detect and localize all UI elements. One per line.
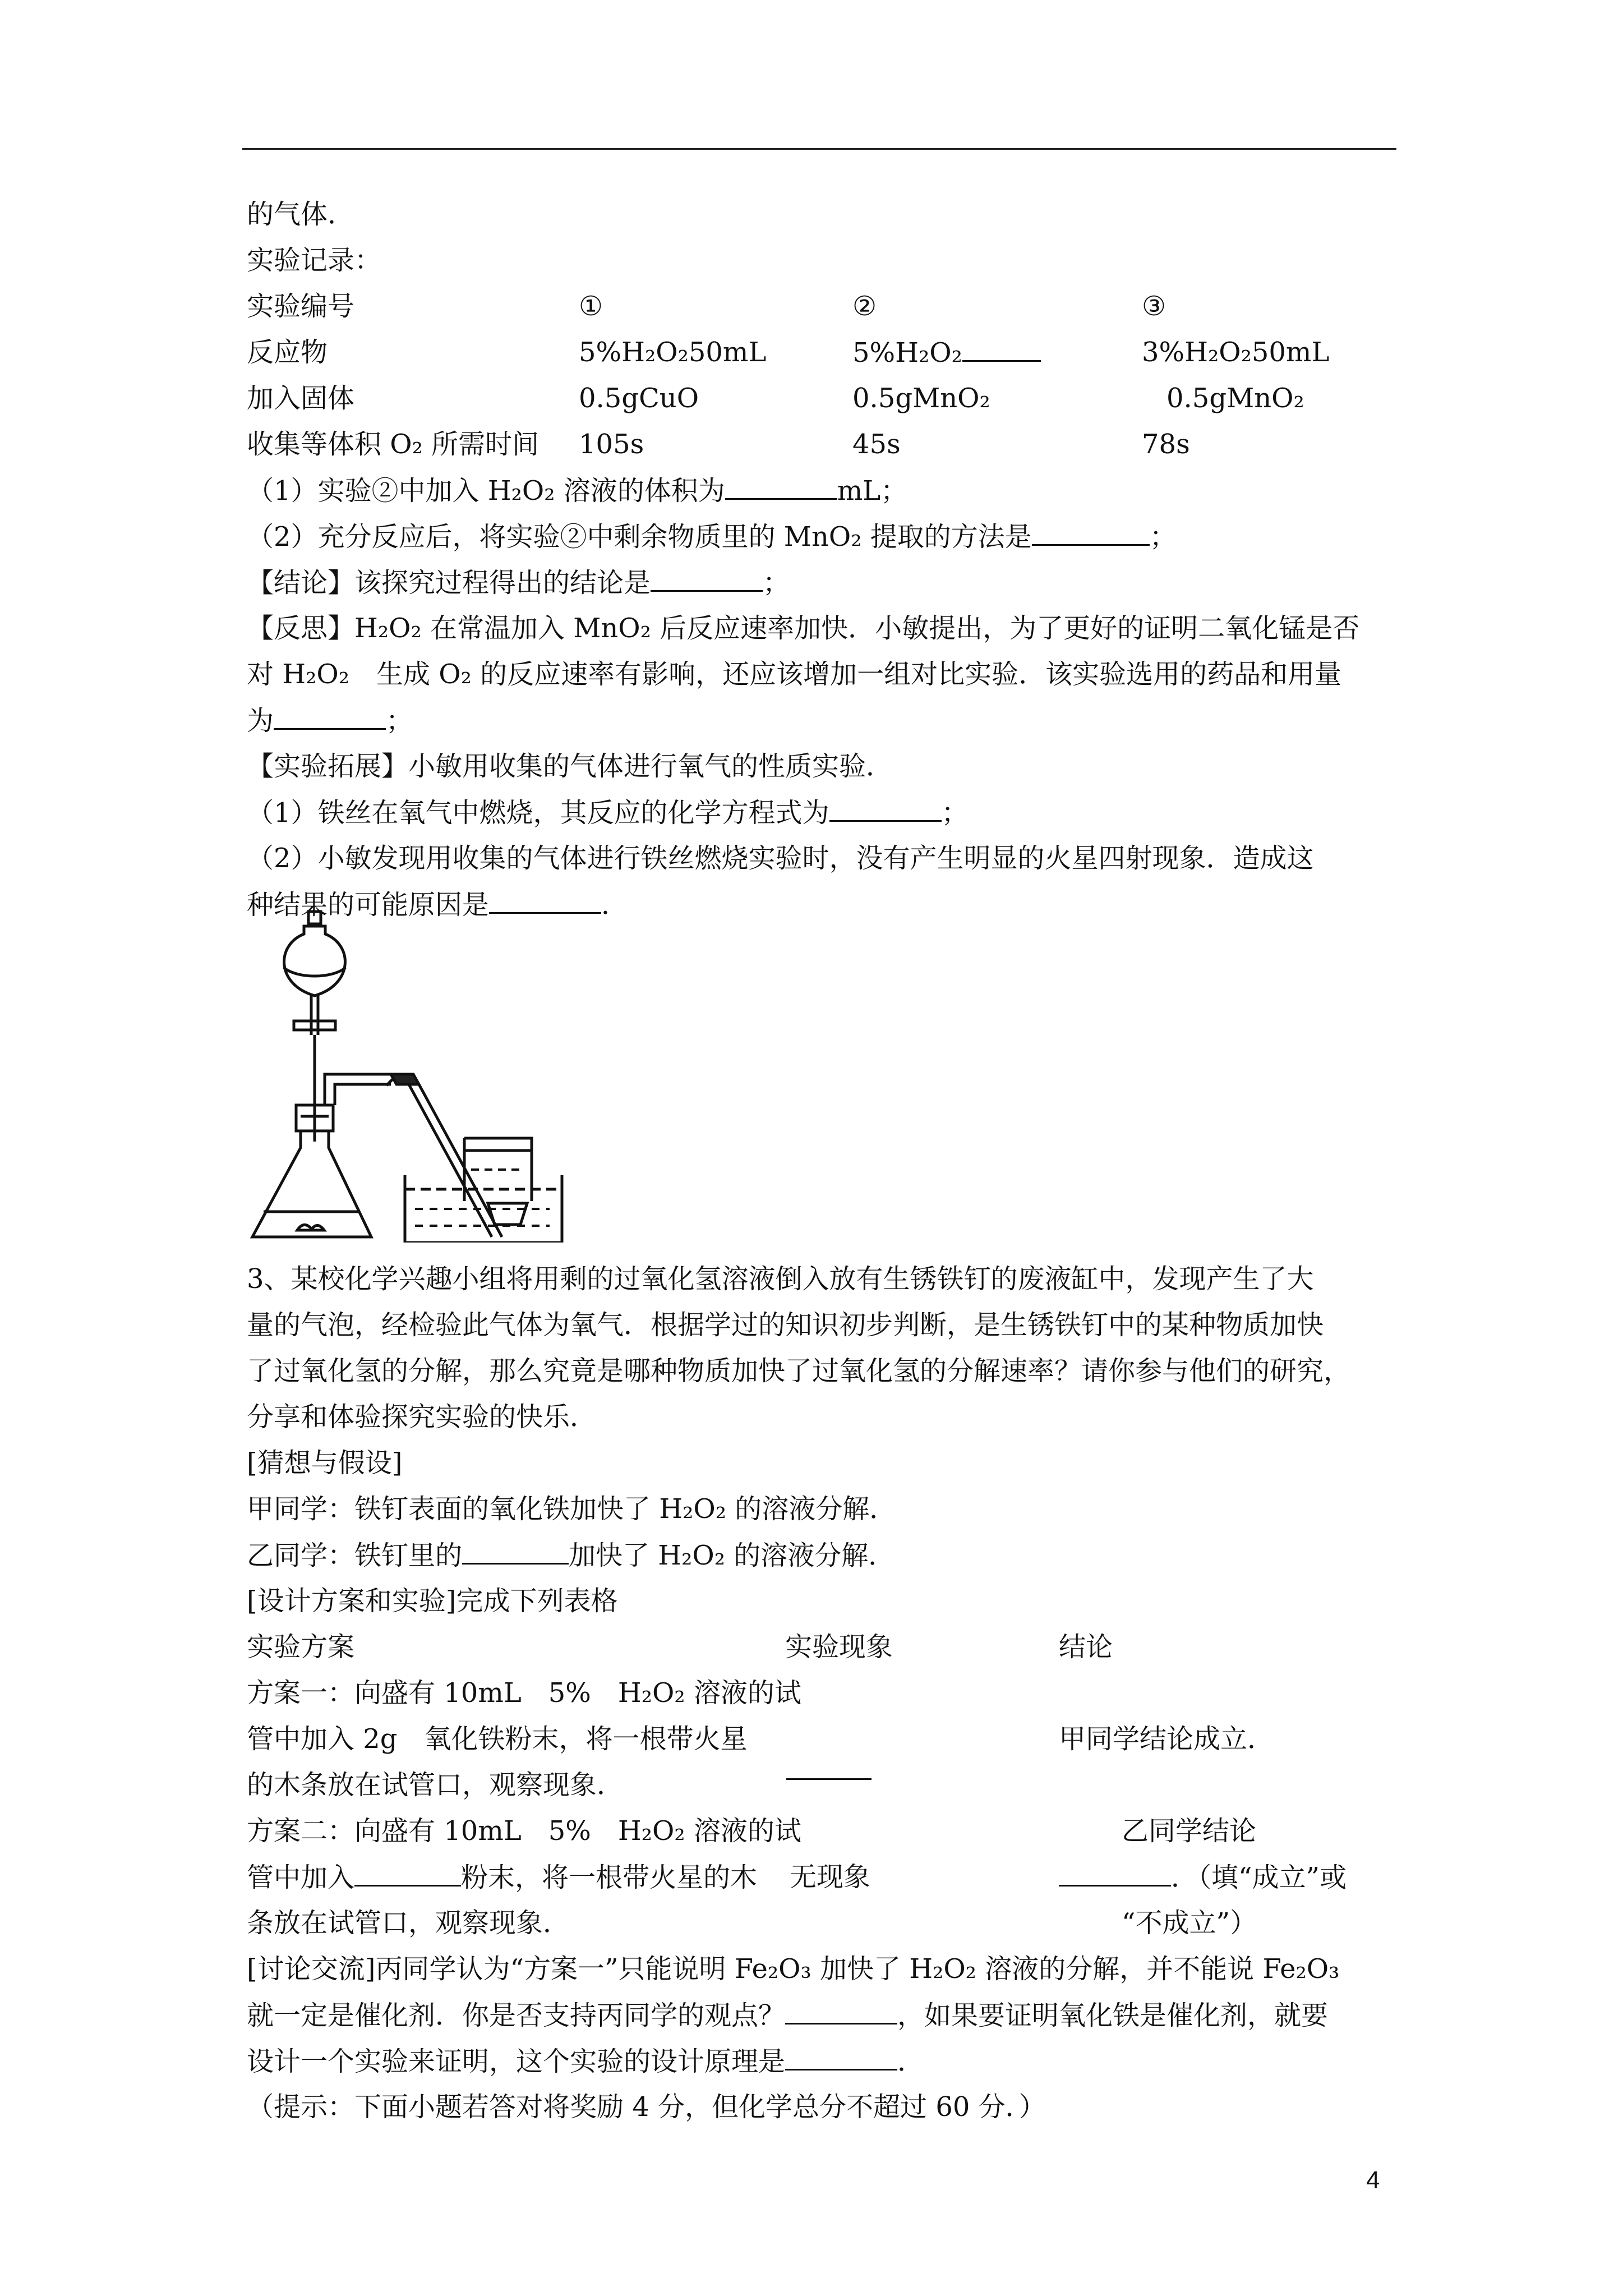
table-header-cell: ① <box>579 291 603 322</box>
funnel-liquid <box>284 968 345 976</box>
question-line: 乙同学：铁钉里的 加快了 H₂O₂ 的溶液分解． <box>247 1538 895 1572</box>
record-label: 实验记录： <box>247 245 382 276</box>
question-line: （1）铁丝在氧气中燃烧，其反应的化学方程式为 ； <box>247 795 969 830</box>
bottle-stand <box>488 1203 527 1225</box>
table-cell: 反应物 <box>247 337 328 368</box>
answer-blank[interactable] <box>785 1998 897 2024</box>
table-cell: 0.5gCuO <box>579 383 699 414</box>
question-line: （2）小敏发现用收集的气体进行铁丝燃烧实验时，没有产生明显的火星四射现象．造成这 <box>247 843 1314 874</box>
separatory-funnel <box>284 926 345 996</box>
answer-blank[interactable] <box>651 565 763 592</box>
page-number: 4 <box>1366 2166 1380 2194</box>
table-header-cell: ③ <box>1142 291 1166 322</box>
funnel-stopper <box>308 912 321 924</box>
plan2-text: 管中加入 粉末，将一根带火星的木 <box>247 1860 757 1894</box>
table-cell: 78s <box>1142 429 1190 460</box>
answer-blank[interactable] <box>274 703 386 730</box>
discussion-line: 就一定是催化剂．你是否支持丙同学的观点？ ，如果要证明氧化铁是催化剂，就要 <box>247 1998 1328 2032</box>
conical-flask <box>252 1131 371 1237</box>
answer-blank[interactable] <box>1059 1860 1171 1887</box>
question-line: 【反思】H₂O₂ 在常温加入 MnO₂ 后反应速率加快．小敏提出，为了更好的证明二氧化锰是否 <box>247 613 1360 644</box>
plan1-text: 方案一：向盛有 10mL 5% H₂O₂ 溶液的试 <box>247 1677 801 1709</box>
intro-tail: 的气体． <box>247 199 355 230</box>
apparatus-figure <box>247 906 594 1243</box>
discussion-line: 设计一个实验来证明，这个实验的设计原理是 ． <box>247 2044 924 2078</box>
funnel-stem <box>294 996 335 1035</box>
section-heading: [设计方案和实验]完成下列表格 <box>247 1585 618 1617</box>
question-line: 对 H₂O₂ 生成 O₂ 的反应速率有影响，还应该增加一组对比实验．该实验选用的药品和用量 <box>247 659 1342 690</box>
plan2-text: 方案二：向盛有 10mL 5% H₂O₂ 溶液的试 <box>247 1815 801 1847</box>
answer-blank[interactable] <box>785 2044 897 2070</box>
table-cell: 5%H₂O₂50mL <box>579 337 767 368</box>
phenomenon-blank[interactable] <box>786 1754 872 1780</box>
plan-table-header: 实验方案 <box>247 1631 355 1663</box>
answer-blank[interactable] <box>725 473 837 500</box>
question-line: 【实验拓展】小敏用收集的气体进行氧气的性质实验． <box>247 751 893 782</box>
question-line: 【结论】该探究过程得出的结论是 ； <box>247 565 790 600</box>
table-cell: 收集等体积 O₂ 所需时间 <box>247 429 540 460</box>
answer-blank[interactable] <box>829 795 942 822</box>
answer-blank[interactable] <box>1032 519 1150 546</box>
question-line: 了过氧化氢的分解，那么究竟是哪种物质加快了过氧化氢的分解速率？请你参与他们的研究， <box>247 1355 1351 1387</box>
table-cell: 5%H₂O₂ <box>852 335 1041 370</box>
plan1-text: 的木条放在试管口，观察现象． <box>247 1769 624 1801</box>
table-cell: 0.5gMnO₂ <box>1166 383 1304 414</box>
hint-line: （提示：下面小题若答对将奖励 4 分，但化学总分不超过 60 分．） <box>247 2091 1046 2123</box>
answer-blank[interactable] <box>354 1860 461 1887</box>
question-line: 种结果的可能原因是 ． <box>247 887 628 922</box>
plan2-conclusion: ．（填“成立”或 <box>1059 1860 1347 1894</box>
discussion-line: [讨论交流]丙同学认为“方案一”只能说明 Fe₂O₃ 加快了 H₂O₂ 溶液的分解，并不能说 Fe₂O₃ <box>247 1953 1340 1985</box>
plan1-text: 管中加入 2g 氧化铁粉末，将一根带火星 <box>247 1723 748 1755</box>
table-cell: 加入固体 <box>247 383 355 414</box>
plan1-conclusion: 甲同学结论成立． <box>1059 1723 1275 1755</box>
plan-table-header: 结论 <box>1059 1631 1113 1663</box>
question-line: 量的气泡，经检验此气体为氧气．根据学过的知识初步判断，是生锈铁钉中的某种物质加快 <box>247 1309 1324 1341</box>
question-line: 分享和体验探究实验的快乐． <box>247 1401 597 1433</box>
plan2-conclusion: 乙同学结论 <box>1122 1815 1257 1847</box>
question-line: （2）充分反应后，将实验②中剩余物质里的 MnO₂ 提取的方法是 ； <box>247 519 1177 554</box>
plan-table-header: 实验现象 <box>785 1631 893 1663</box>
section-heading: [猜想与假设] <box>247 1447 403 1479</box>
question-line: （1）实验②中加入 H₂O₂ 溶液的体积为 mL； <box>247 473 907 508</box>
question-line: 为 ； <box>247 703 413 738</box>
delivery-tube <box>325 1074 398 1105</box>
solid-in-flask <box>297 1225 324 1230</box>
plan2-conclusion: “不成立”） <box>1122 1907 1257 1939</box>
question-line: 3、某校化学兴趣小组将用剩的过氧化氢溶液倒入放有生锈铁钉的废液缸中，发现产生了大 <box>247 1263 1314 1295</box>
plan2-phenomenon: 无现象 <box>790 1861 871 1893</box>
table-cell: 3%H₂O₂50mL <box>1142 337 1330 368</box>
table-header-cell: ② <box>852 291 877 322</box>
answer-blank[interactable] <box>962 335 1041 362</box>
table-cell: 0.5gMnO₂ <box>852 383 990 414</box>
plan2-text: 条放在试管口，观察现象． <box>247 1907 570 1939</box>
question-line: 甲同学：铁钉表面的氧化铁加快了 H₂O₂ 的溶液分解． <box>247 1493 897 1525</box>
answer-blank[interactable] <box>462 1538 569 1565</box>
header-rule <box>242 148 1396 150</box>
table-header-cell: 实验编号 <box>247 291 355 322</box>
table-cell: 105s <box>579 429 644 460</box>
rubber-connector <box>391 1074 419 1084</box>
table-cell: 45s <box>852 429 901 460</box>
